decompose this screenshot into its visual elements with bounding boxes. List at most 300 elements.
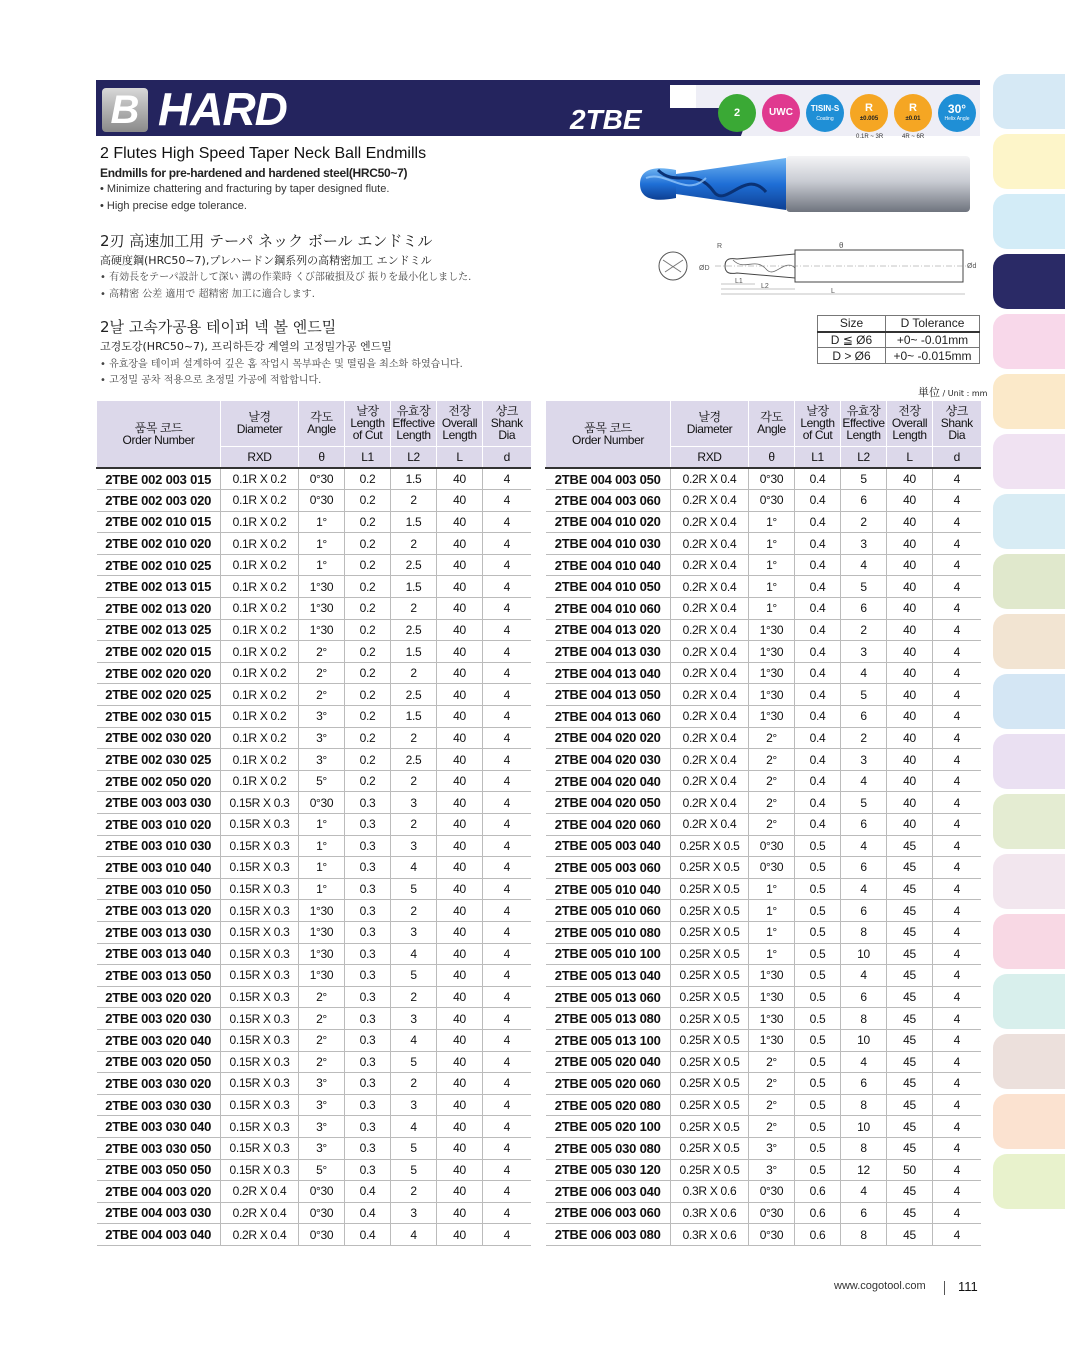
table-row bbox=[546, 1051, 981, 1073]
order-number-cell: 2TBE 004 010 060 bbox=[546, 598, 671, 620]
feature-badges bbox=[718, 94, 980, 144]
section-tab[interactable] bbox=[993, 494, 1065, 549]
section-tab[interactable] bbox=[993, 614, 1065, 669]
order-number-cell: 2TBE 004 013 040 bbox=[546, 662, 671, 684]
effective-length-cell: 5 bbox=[841, 468, 887, 490]
diameter-cell: 0.15R X 0.3 bbox=[221, 1116, 299, 1138]
shank-dia-cell: 4 bbox=[483, 1008, 531, 1030]
diameter-cell: 0.2R X 0.4 bbox=[671, 684, 749, 706]
section-tab[interactable] bbox=[993, 974, 1065, 1029]
order-number-cell: 2TBE 005 020 080 bbox=[546, 1094, 671, 1116]
overall-length-cell: 40 bbox=[437, 554, 483, 576]
diameter-cell: 0.25R X 0.5 bbox=[671, 900, 749, 922]
order-number-cell: 2TBE 005 003 060 bbox=[546, 857, 671, 879]
overall-length-cell: 40 bbox=[437, 598, 483, 620]
length-of-cut-cell: 0.2 bbox=[345, 749, 391, 771]
length-of-cut-cell: 0.3 bbox=[345, 986, 391, 1008]
diameter-cell: 0.1R X 0.2 bbox=[221, 727, 299, 749]
angle-cell: 1° bbox=[299, 835, 345, 857]
length-of-cut-cell: 0.5 bbox=[795, 921, 841, 943]
order-number-cell: 2TBE 002 010 025 bbox=[97, 554, 221, 576]
unit-label: 単位 / Unit : mm bbox=[918, 386, 988, 399]
length-of-cut-cell: 0.2 bbox=[345, 662, 391, 684]
order-number-cell: 2TBE 004 003 060 bbox=[546, 490, 671, 512]
shank-dia-cell: 4 bbox=[933, 1073, 981, 1095]
length-of-cut-cell: 0.2 bbox=[345, 533, 391, 555]
table-row bbox=[546, 986, 981, 1008]
effective-length-cell: 1.5 bbox=[391, 641, 437, 663]
angle-cell: 2° bbox=[299, 1029, 345, 1051]
shank-dia-cell: 4 bbox=[933, 1137, 981, 1159]
table-row bbox=[546, 1073, 981, 1095]
diameter-cell: 0.2R X 0.4 bbox=[671, 727, 749, 749]
length-of-cut-cell: 0.2 bbox=[345, 576, 391, 598]
length-of-cut-cell: 0.4 bbox=[795, 490, 841, 512]
order-number-cell: 2TBE 005 010 100 bbox=[546, 943, 671, 965]
table-row bbox=[546, 814, 981, 836]
overall-length-cell: 45 bbox=[887, 1094, 933, 1116]
effective-length-cell: 8 bbox=[841, 1137, 887, 1159]
diameter-cell: 0.15R X 0.3 bbox=[221, 1008, 299, 1030]
section-tab[interactable] bbox=[993, 254, 1065, 309]
japanese-title: 2刃 高速加工用 テーパ ネック ボール エンドミル bbox=[100, 232, 433, 250]
order-number-cell: 2TBE 005 003 040 bbox=[546, 835, 671, 857]
effective-length-cell: 5 bbox=[391, 1051, 437, 1073]
overall-length-cell: 40 bbox=[437, 749, 483, 771]
order-number-cell: 2TBE 005 010 080 bbox=[546, 921, 671, 943]
shank-dia-cell: 4 bbox=[933, 900, 981, 922]
diameter-cell: 0.2R X 0.4 bbox=[671, 511, 749, 533]
effective-length-cell: 4 bbox=[391, 1116, 437, 1138]
angle-cell: 1°30 bbox=[299, 598, 345, 620]
shank-diameter-label: Ød bbox=[967, 263, 977, 270]
angle-cell: 1° bbox=[299, 857, 345, 879]
angle-cell: 2° bbox=[749, 814, 795, 836]
shank-dia-cell: 4 bbox=[933, 986, 981, 1008]
shank-dia-cell: 4 bbox=[483, 1051, 531, 1073]
angle-cell: 5° bbox=[299, 770, 345, 792]
angle-cell: 3° bbox=[299, 727, 345, 749]
overall-length-cell: 40 bbox=[437, 921, 483, 943]
header-angle: 각도 Angle bbox=[749, 401, 795, 446]
shank-dia-cell: 4 bbox=[483, 900, 531, 922]
angle-cell: 0°30 bbox=[299, 1181, 345, 1203]
table-row bbox=[97, 468, 531, 490]
effective-length-cell: 6 bbox=[841, 857, 887, 879]
effective-length-cell: 4 bbox=[391, 943, 437, 965]
table-row bbox=[97, 641, 531, 663]
section-tab[interactable] bbox=[993, 434, 1065, 489]
table-row bbox=[546, 511, 981, 533]
effective-length-cell: 2 bbox=[841, 511, 887, 533]
overall-length-cell: 40 bbox=[437, 1202, 483, 1224]
angle-cell: 1°30 bbox=[749, 619, 795, 641]
shank-dia-cell: 4 bbox=[483, 1202, 531, 1224]
endmill-product-image bbox=[636, 148, 970, 220]
shank-dia-cell: 4 bbox=[483, 706, 531, 728]
header-diameter: 날경 Diameter bbox=[221, 401, 299, 446]
shank-dia-cell: 4 bbox=[933, 641, 981, 663]
diameter-cell: 0.15R X 0.3 bbox=[221, 835, 299, 857]
length-of-cut-cell: 0.3 bbox=[345, 1159, 391, 1181]
length-of-cut-cell: 0.5 bbox=[795, 1116, 841, 1138]
radius-tolerance-badge-1: R ±0.005 bbox=[850, 94, 888, 132]
overall-length-cell: 45 bbox=[887, 900, 933, 922]
effective-length-cell: 6 bbox=[841, 814, 887, 836]
angle-cell: 1°30 bbox=[299, 576, 345, 598]
length-of-cut-cell: 0.3 bbox=[345, 857, 391, 879]
shank-dia-cell: 4 bbox=[933, 965, 981, 987]
shank-dia-cell: 4 bbox=[933, 1116, 981, 1138]
length-of-cut-cell: 0.3 bbox=[345, 835, 391, 857]
order-number-cell: 2TBE 003 050 050 bbox=[97, 1159, 221, 1181]
length-of-cut-cell: 0.3 bbox=[345, 1137, 391, 1159]
diameter-cell: 0.15R X 0.3 bbox=[221, 878, 299, 900]
length-of-cut-cell: 0.4 bbox=[795, 770, 841, 792]
angle-cell: 1° bbox=[749, 511, 795, 533]
length-of-cut-cell: 0.4 bbox=[345, 1224, 391, 1246]
diameter-cell: 0.2R X 0.4 bbox=[671, 814, 749, 836]
order-number-cell: 2TBE 003 030 030 bbox=[97, 1094, 221, 1116]
order-number-cell: 2TBE 002 020 020 bbox=[97, 662, 221, 684]
overall-length-cell: 45 bbox=[887, 857, 933, 879]
length-of-cut-cell: 0.2 bbox=[345, 490, 391, 512]
length-of-cut-cell: 0.2 bbox=[345, 684, 391, 706]
section-tab[interactable] bbox=[993, 314, 1065, 369]
table-row bbox=[546, 706, 981, 728]
table-row bbox=[97, 576, 531, 598]
length-of-cut-cell: 0.3 bbox=[345, 921, 391, 943]
header-dark-panel bbox=[96, 80, 670, 136]
length-of-cut-cell: 0.3 bbox=[345, 943, 391, 965]
shank-dia-cell: 4 bbox=[933, 835, 981, 857]
table-row bbox=[97, 1008, 531, 1030]
effective-length-cell: 4 bbox=[841, 835, 887, 857]
table-row bbox=[546, 1181, 981, 1203]
shank-dia-cell: 4 bbox=[483, 792, 531, 814]
overall-length-cell: 40 bbox=[437, 1159, 483, 1181]
angle-cell: 0°30 bbox=[749, 835, 795, 857]
section-tab[interactable] bbox=[993, 1034, 1065, 1089]
overall-length-cell: 40 bbox=[887, 727, 933, 749]
section-tab[interactable] bbox=[993, 674, 1065, 729]
order-number-cell: 2TBE 003 030 020 bbox=[97, 1073, 221, 1095]
order-number-cell: 2TBE 005 010 060 bbox=[546, 900, 671, 922]
tolerance-value: +0~ -0.01mm bbox=[886, 332, 980, 348]
angle-cell: 0°30 bbox=[299, 468, 345, 490]
effective-length-cell: 2 bbox=[391, 770, 437, 792]
korean-subtitle: 고경도강(HRC50~7), 프리하든강 계열의 고정밀가공 엔드밀 bbox=[100, 340, 392, 353]
overall-length-cell: 40 bbox=[437, 490, 483, 512]
table-row bbox=[97, 1116, 531, 1138]
table-row bbox=[546, 1159, 981, 1181]
header-symbol: θ bbox=[299, 446, 345, 468]
angle-cell: 1° bbox=[749, 576, 795, 598]
korean-title: 2날 고속가공용 테이퍼 넥 볼 엔드밀 bbox=[100, 318, 337, 336]
effective-length-cell: 4 bbox=[841, 662, 887, 684]
order-number-cell: 2TBE 003 010 040 bbox=[97, 857, 221, 879]
length-of-cut-cell: 0.5 bbox=[795, 1137, 841, 1159]
section-tab[interactable] bbox=[993, 134, 1065, 189]
shank-dia-cell: 4 bbox=[483, 857, 531, 879]
shank-dia-cell: 4 bbox=[483, 1224, 531, 1246]
header-symbol: RXD bbox=[221, 446, 299, 468]
angle-cell: 2° bbox=[299, 986, 345, 1008]
shank-dia-cell: 4 bbox=[933, 706, 981, 728]
length-of-cut-cell: 0.4 bbox=[795, 727, 841, 749]
diameter-cell: 0.15R X 0.3 bbox=[221, 1073, 299, 1095]
shank-dia-cell: 4 bbox=[483, 814, 531, 836]
shank-dia-cell: 4 bbox=[933, 619, 981, 641]
section-tab[interactable] bbox=[993, 854, 1065, 909]
effective-length-cell: 2 bbox=[391, 533, 437, 555]
section-tab[interactable] bbox=[993, 1154, 1065, 1209]
overall-length-cell: 40 bbox=[437, 814, 483, 836]
angle-cell: 0°30 bbox=[749, 857, 795, 879]
overall-length-cell: 45 bbox=[887, 878, 933, 900]
shank-dia-cell: 4 bbox=[933, 921, 981, 943]
table-row bbox=[97, 900, 531, 922]
table-row bbox=[97, 986, 531, 1008]
length-of-cut-cell: 0.2 bbox=[345, 706, 391, 728]
shank-dia-cell: 4 bbox=[483, 1094, 531, 1116]
effective-length-cell: 5 bbox=[391, 965, 437, 987]
angle-cell: 1° bbox=[749, 598, 795, 620]
order-number-cell: 2TBE 003 010 050 bbox=[97, 878, 221, 900]
header-symbol: L bbox=[887, 446, 933, 468]
shank-dia-cell: 4 bbox=[933, 533, 981, 555]
length-of-cut-cell: 0.4 bbox=[795, 749, 841, 771]
section-tab[interactable] bbox=[993, 374, 1065, 429]
angle-cell: 2° bbox=[749, 727, 795, 749]
table-row bbox=[546, 921, 981, 943]
diameter-label: ØD bbox=[699, 265, 710, 272]
table-row bbox=[97, 1224, 531, 1246]
diameter-cell: 0.1R X 0.2 bbox=[221, 641, 299, 663]
l-label: L bbox=[831, 288, 835, 295]
overall-length-cell: 40 bbox=[887, 619, 933, 641]
angle-cell: 2° bbox=[749, 1073, 795, 1095]
length-of-cut-cell: 0.3 bbox=[345, 814, 391, 836]
order-number-cell: 2TBE 005 013 040 bbox=[546, 965, 671, 987]
effective-length-cell: 3 bbox=[841, 641, 887, 663]
section-tab[interactable] bbox=[993, 1094, 1065, 1149]
table-row bbox=[97, 598, 531, 620]
effective-length-cell: 2.5 bbox=[391, 554, 437, 576]
order-number-cell: 2TBE 005 020 060 bbox=[546, 1073, 671, 1095]
table-row bbox=[546, 792, 981, 814]
angle-cell: 2° bbox=[749, 1051, 795, 1073]
effective-length-cell: 8 bbox=[841, 1094, 887, 1116]
shank-dia-cell: 4 bbox=[933, 943, 981, 965]
overall-length-cell: 40 bbox=[887, 490, 933, 512]
shank-dia-cell: 4 bbox=[933, 662, 981, 684]
table-row bbox=[97, 533, 531, 555]
effective-length-cell: 2 bbox=[391, 727, 437, 749]
header-symbol: L bbox=[437, 446, 483, 468]
table-row bbox=[97, 835, 531, 857]
section-tab[interactable] bbox=[993, 74, 1065, 129]
angle-cell: 1° bbox=[749, 921, 795, 943]
section-tab[interactable] bbox=[993, 794, 1065, 849]
effective-length-cell: 8 bbox=[841, 1008, 887, 1030]
order-number-cell: 2TBE 002 020 025 bbox=[97, 684, 221, 706]
shank-dia-cell: 4 bbox=[933, 792, 981, 814]
length-of-cut-cell: 0.6 bbox=[795, 1181, 841, 1203]
length-of-cut-cell: 0.3 bbox=[345, 1116, 391, 1138]
shank-dia-cell: 4 bbox=[933, 511, 981, 533]
shank-dia-cell: 4 bbox=[483, 835, 531, 857]
diameter-cell: 0.1R X 0.2 bbox=[221, 619, 299, 641]
overall-length-cell: 40 bbox=[437, 1073, 483, 1095]
angle-cell: 1°30 bbox=[749, 1008, 795, 1030]
order-number-cell: 2TBE 004 013 050 bbox=[546, 684, 671, 706]
length-of-cut-cell: 0.2 bbox=[345, 511, 391, 533]
length-of-cut-cell: 0.5 bbox=[795, 835, 841, 857]
diameter-cell: 0.25R X 0.5 bbox=[671, 986, 749, 1008]
category-title: HARD bbox=[158, 83, 287, 135]
length-of-cut-cell: 0.4 bbox=[795, 468, 841, 490]
diameter-cell: 0.25R X 0.5 bbox=[671, 857, 749, 879]
length-of-cut-cell: 0.5 bbox=[795, 1159, 841, 1181]
shank-dia-cell: 4 bbox=[933, 1224, 981, 1246]
table-row bbox=[97, 511, 531, 533]
overall-length-cell: 45 bbox=[887, 921, 933, 943]
table-row bbox=[546, 554, 981, 576]
order-number-cell: 2TBE 003 020 040 bbox=[97, 1029, 221, 1051]
diameter-cell: 0.15R X 0.3 bbox=[221, 1029, 299, 1051]
english-bullet: • High precise edge tolerance. bbox=[100, 200, 247, 212]
diameter-cell: 0.25R X 0.5 bbox=[671, 943, 749, 965]
section-tab[interactable] bbox=[993, 734, 1065, 789]
order-number-cell: 2TBE 004 003 030 bbox=[97, 1202, 221, 1224]
diameter-cell: 0.1R X 0.2 bbox=[221, 770, 299, 792]
angle-cell: 1° bbox=[299, 511, 345, 533]
english-bullet: • Minimize chattering and fracturing by taper designed flute. bbox=[100, 183, 390, 195]
length-of-cut-cell: 0.3 bbox=[345, 900, 391, 922]
diameter-cell: 0.2R X 0.4 bbox=[671, 706, 749, 728]
effective-length-cell: 2 bbox=[391, 814, 437, 836]
length-of-cut-cell: 0.5 bbox=[795, 1029, 841, 1051]
radius-range-1: 0.1R ~ 3R bbox=[856, 134, 884, 140]
order-number-cell: 2TBE 002 013 025 bbox=[97, 619, 221, 641]
diameter-cell: 0.15R X 0.3 bbox=[221, 792, 299, 814]
overall-length-cell: 40 bbox=[437, 684, 483, 706]
length-of-cut-cell: 0.5 bbox=[795, 986, 841, 1008]
english-subtitle: Endmills for pre-hardened and hardened steel(HRC50~7) bbox=[100, 166, 408, 180]
order-number-cell: 2TBE 002 030 020 bbox=[97, 727, 221, 749]
effective-length-cell: 4 bbox=[391, 857, 437, 879]
diameter-cell: 0.25R X 0.5 bbox=[671, 1159, 749, 1181]
effective-length-cell: 3 bbox=[841, 749, 887, 771]
table-row bbox=[97, 490, 531, 512]
length-of-cut-cell: 0.4 bbox=[795, 598, 841, 620]
order-number-cell: 2TBE 004 020 020 bbox=[546, 727, 671, 749]
shank-dia-cell: 4 bbox=[933, 1094, 981, 1116]
diameter-cell: 0.1R X 0.2 bbox=[221, 490, 299, 512]
diameter-cell: 0.1R X 0.2 bbox=[221, 706, 299, 728]
diameter-cell: 0.3R X 0.6 bbox=[671, 1202, 749, 1224]
shank-dia-cell: 4 bbox=[933, 878, 981, 900]
diameter-cell: 0.15R X 0.3 bbox=[221, 921, 299, 943]
diameter-cell: 0.2R X 0.4 bbox=[671, 662, 749, 684]
shank-dia-cell: 4 bbox=[483, 878, 531, 900]
table-row bbox=[546, 490, 981, 512]
table-row bbox=[546, 770, 981, 792]
length-of-cut-cell: 0.4 bbox=[795, 576, 841, 598]
angle-cell: 2° bbox=[749, 770, 795, 792]
angle-cell: 1°30 bbox=[749, 706, 795, 728]
angle-cell: 1°30 bbox=[299, 943, 345, 965]
diameter-cell: 0.25R X 0.5 bbox=[671, 1094, 749, 1116]
japanese-bullet: • 高精密 公差 適用で 超精密 加工に適合します. bbox=[100, 289, 315, 300]
diameter-cell: 0.25R X 0.5 bbox=[671, 835, 749, 857]
shank-dia-cell: 4 bbox=[483, 770, 531, 792]
overall-length-cell: 40 bbox=[437, 706, 483, 728]
section-tab[interactable] bbox=[993, 194, 1065, 249]
shank-dia-cell: 4 bbox=[933, 1051, 981, 1073]
table-row bbox=[546, 727, 981, 749]
korean-bullet: • 고정밀 공차 적용으로 초정밀 가공에 적합합니다. bbox=[100, 375, 322, 386]
coating-badge: TISIN-S Coating bbox=[806, 94, 844, 132]
length-of-cut-cell: 0.3 bbox=[345, 1029, 391, 1051]
diameter-cell: 0.15R X 0.3 bbox=[221, 965, 299, 987]
shank-dia-cell: 4 bbox=[483, 533, 531, 555]
order-number-cell: 2TBE 004 010 050 bbox=[546, 576, 671, 598]
order-number-cell: 2TBE 006 003 040 bbox=[546, 1181, 671, 1203]
diameter-cell: 0.2R X 0.4 bbox=[671, 490, 749, 512]
diameter-cell: 0.2R X 0.4 bbox=[671, 554, 749, 576]
length-of-cut-cell: 0.2 bbox=[345, 641, 391, 663]
order-number-cell: 2TBE 004 013 020 bbox=[546, 619, 671, 641]
diameter-cell: 0.3R X 0.6 bbox=[671, 1224, 749, 1246]
section-tab[interactable] bbox=[993, 554, 1065, 609]
order-number-cell: 2TBE 003 013 040 bbox=[97, 943, 221, 965]
angle-cell: 5° bbox=[299, 1159, 345, 1181]
diameter-cell: 0.1R X 0.2 bbox=[221, 576, 299, 598]
diameter-cell: 0.2R X 0.4 bbox=[671, 749, 749, 771]
effective-length-cell: 3 bbox=[841, 533, 887, 555]
effective-length-cell: 5 bbox=[841, 792, 887, 814]
shank-dia-cell: 4 bbox=[483, 727, 531, 749]
overall-length-cell: 40 bbox=[437, 1137, 483, 1159]
effective-length-cell: 5 bbox=[841, 576, 887, 598]
order-number-cell: 2TBE 003 020 030 bbox=[97, 1008, 221, 1030]
header-angle: 각도 Angle bbox=[299, 401, 345, 446]
effective-length-cell: 4 bbox=[841, 554, 887, 576]
diameter-cell: 0.25R X 0.5 bbox=[671, 921, 749, 943]
length-of-cut-cell: 0.2 bbox=[345, 770, 391, 792]
table-row bbox=[546, 1224, 981, 1246]
order-number-cell: 2TBE 002 050 020 bbox=[97, 770, 221, 792]
order-number-cell: 2TBE 002 013 015 bbox=[97, 576, 221, 598]
order-number-cell: 2TBE 005 020 040 bbox=[546, 1051, 671, 1073]
radius-label: R bbox=[717, 243, 723, 250]
effective-length-cell: 1.5 bbox=[391, 706, 437, 728]
diameter-cell: 0.25R X 0.5 bbox=[671, 1137, 749, 1159]
overall-length-cell: 45 bbox=[887, 943, 933, 965]
section-tab[interactable] bbox=[993, 914, 1065, 969]
diameter-cell: 0.25R X 0.5 bbox=[671, 878, 749, 900]
overall-length-cell: 45 bbox=[887, 1008, 933, 1030]
order-number-cell: 2TBE 004 020 060 bbox=[546, 814, 671, 836]
overall-length-cell: 40 bbox=[437, 835, 483, 857]
effective-length-cell: 6 bbox=[841, 1202, 887, 1224]
diameter-cell: 0.15R X 0.3 bbox=[221, 857, 299, 879]
table-row bbox=[546, 857, 981, 879]
length-of-cut-cell: 0.5 bbox=[795, 965, 841, 987]
table-row bbox=[97, 1159, 531, 1181]
